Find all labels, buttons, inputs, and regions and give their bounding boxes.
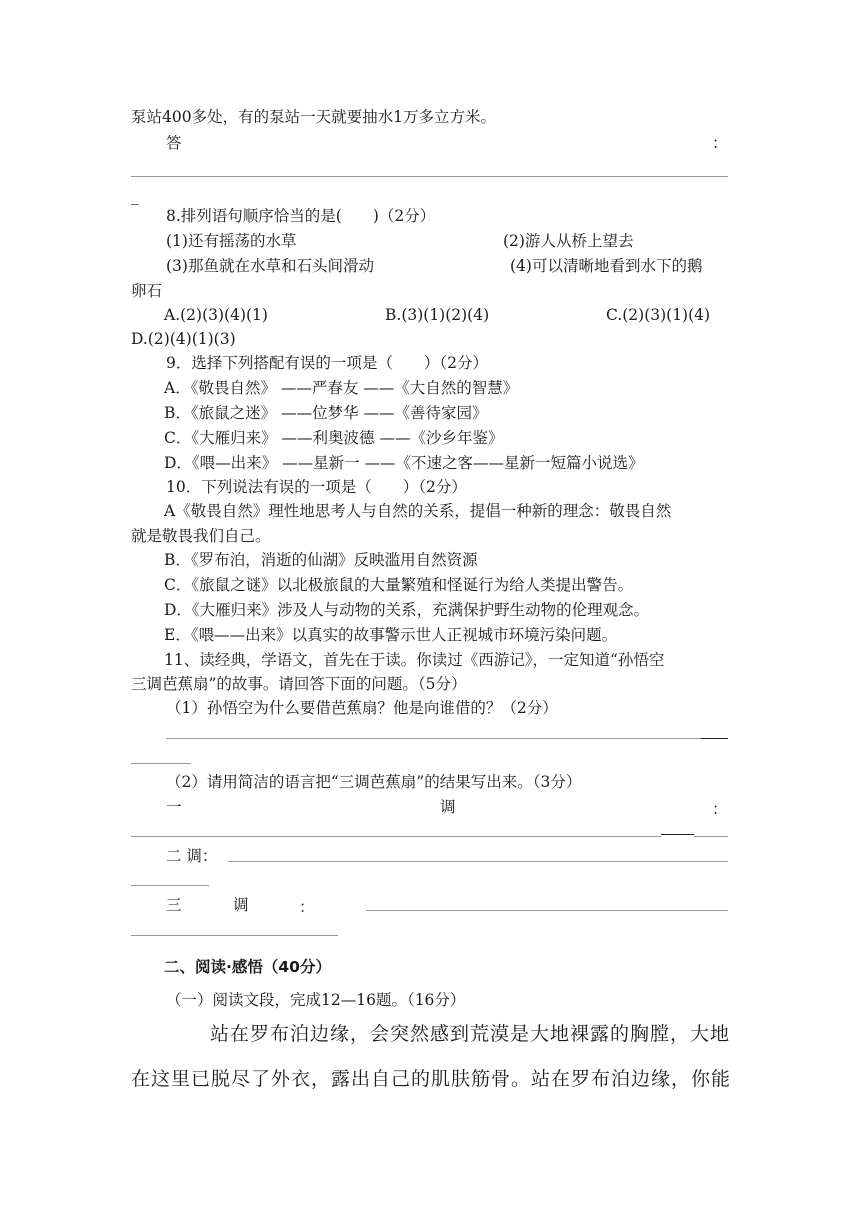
q9-option-a: A．《敬畏自然》 ——严春友 ——《大自然的智慧》: [164, 379, 519, 397]
q9-option-b: B．《旅鼠之迷》 ——位梦华 ——《善待家园》: [164, 404, 488, 422]
q8-sentence-3: (3)那鱼就在水草和石头间滑动: [166, 257, 374, 275]
question-8: 8.排列语句顺序恰当的是( )（2分）: [166, 207, 436, 225]
text-line: 泵站400多处，有的泵站一天就要抽水1万多立方米。: [131, 108, 496, 126]
q9-option-c: C．《大雁归来》 ——利奥波德 ——《沙乡年鉴》: [164, 429, 504, 447]
q8-option-a: A.(2)(3)(4)(1): [164, 306, 268, 324]
q9-option-d: D．《喂—出来》 ——星新一 ——《不速之客——星新一短篇小说选》: [164, 454, 644, 472]
q8-option-b: B.(3)(1)(2)(4): [385, 306, 490, 324]
q8-option-d: D.(2)(4)(1)(3): [131, 330, 236, 348]
reading-paragraph-line-2: 在这里已脱尽了外衣，露出自己的肌肤筋骨。站在罗布泊边缘，你能: [131, 1068, 732, 1090]
q10-option-a-cont: 就是敬畏我们自己。: [131, 527, 271, 545]
q11-p1-blank-line-end: [701, 738, 728, 739]
first-attempt-colon: ：: [712, 800, 728, 818]
question-9: 9．选择下列搭配有误的一项是（ ）（2分）: [166, 354, 488, 372]
q10-option-b: B．《罗布泊，消逝的仙湖》反映滥用自然资源: [164, 551, 478, 569]
first-attempt-blank-line-end: [694, 836, 728, 837]
second-attempt-blank-line-2: [131, 885, 209, 886]
q10-option-c: C．《旅鼠之谜》以北极旅鼠的大量繁殖和怪诞行为给人类提出警告。: [164, 576, 634, 594]
q11-p1-blank-line: [166, 738, 701, 739]
question-11: 11、读经典，学语文，首先在于读。你读过《西游记》，一定知道“孙悟空: [164, 651, 665, 669]
reading-paragraph-line-1: 站在罗布泊边缘，会突然感到荒漠是大地裸露的胸膛，大地: [210, 1023, 731, 1045]
third-attempt-blank-line: [366, 910, 728, 911]
third-attempt-diao: 调: [233, 896, 249, 914]
first-attempt-label: 一: [166, 798, 182, 816]
q8-sentence-1: (1)还有摇荡的水草: [166, 232, 297, 250]
q8-option-c: C.(2)(3)(1)(4): [606, 306, 711, 324]
q11-p1-blank-line-2: [131, 763, 191, 764]
q11-part-2: （2）请用简洁的语言把“三调芭蕉扇”的结果写出来。（3分）: [166, 773, 582, 791]
q8-sentence-4-cont: 卵石: [131, 282, 163, 300]
q8-sentence-4: (4)可以清晰地看到水下的鹅: [510, 257, 703, 275]
second-attempt-label: 二 调：: [166, 847, 218, 865]
answer-colon: ：: [712, 134, 728, 152]
second-attempt-blank-line: [228, 861, 728, 862]
blank-tail: _: [131, 187, 139, 205]
answer-blank-line: [131, 176, 728, 177]
q8-sentence-2: (2)游人从桥上望去: [503, 232, 634, 250]
q10-option-a: A《敬畏自然》理性地思考人与自然的关系，提倡一种新的理念：敬畏自然: [164, 502, 672, 520]
section-heading: 二、阅读·感悟（40分）: [164, 958, 331, 976]
third-attempt-label: 三: [166, 896, 182, 914]
third-attempt-blank-line-2: [131, 935, 338, 936]
first-attempt-blank-line: [131, 836, 661, 837]
first-attempt-diao: 调: [440, 798, 456, 816]
subsection-heading: （一）阅读文段，完成12—16题。（16分）: [166, 991, 466, 1009]
question-11-cont: 三调芭蕉扇”的故事。请回答下面的问题。（5分）: [131, 675, 467, 693]
answer-label: 答: [166, 134, 182, 152]
q11-part-1: （1）孙悟空为什么要借芭蕉扇？他是向谁借的？（2分）: [166, 699, 558, 717]
third-attempt-colon: ：: [299, 898, 315, 916]
q10-option-e: E．《喂——出来》以真实的故事警示世人正视城市环境污染问题。: [164, 626, 618, 644]
question-10: 10．下列说法有误的一项是（ ）（2分）: [166, 478, 467, 496]
first-attempt-blank-line-mark: [661, 834, 694, 835]
q10-option-d: D．《大雁归来》涉及人与动物的关系，充满保护野生动物的伦理观念。: [164, 601, 650, 619]
